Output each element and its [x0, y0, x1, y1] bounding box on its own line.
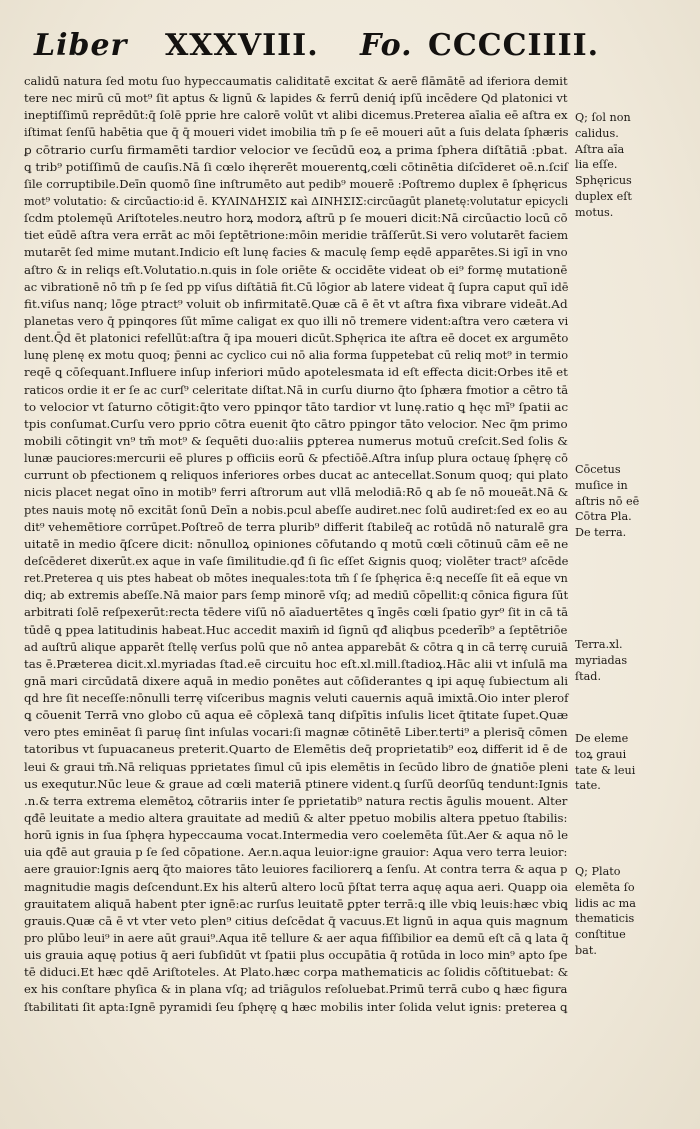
text-line: mutarēt ſed mime mutant.Indicio eſt lunę facies & maculę ſemp eędē apparētes.Si igī in vno	[24, 246, 568, 260]
text-line: .n.& terra extrema elemētoꝝ cōtrariis inter ſe pprietatib⁹ natura rectis āgulis mouent. Alter	[24, 794, 568, 808]
text-line: diq; ab extremis abeſſe.Nā maior pars ſemp minorē vſq; ad mediū cōpellit:q cōnica figura ſūt	[24, 589, 569, 603]
text-line: uis grauia aquę potius q̄ aeri ſubſidūt vt ſpatii plus occupātia q̄ rotūda in loco min⁹ apto ſpe	[24, 949, 568, 963]
text-line: to velocior vt ſaturno cōtigit:q̄to vero ppinqor tāto tardior vt lunę.ratio ꝗ hęc mī⁹ ſpatii ac	[24, 400, 569, 414]
margin-note-line: aſtris nō eē	[575, 494, 640, 508]
margin-note-line: conſtitue	[575, 928, 626, 942]
text-line: ſtabilitati ſit apta:Ignē pyramidi ſeu ſphęrę ꝗ hæc mobilis inter ſolida velut ignis: preterea ꝗ	[24, 1000, 568, 1014]
text-line: magnitudie magis deſcendunt.Ex his alterū altero locū p̄ſtat terra aquę aqua aeri. Quapp oia	[24, 880, 568, 894]
margin-note-line: thematicis	[575, 912, 635, 926]
margin-note-line: Q; ſol non	[575, 111, 631, 124]
text-line: dent.Q̄d ēt platonici refellūt:aſtra q̄ ipa moueri dicūt.Sphęrica ite aſtra eē docet ex argumēto	[24, 332, 569, 346]
text-line: ac vibrationē nō tm̄ p ſe ſed pp viſus diſtātiā fit.Cū lōgior ab latere videat q̄ ſupra caput quī idē	[24, 280, 569, 294]
text-line: deſcēderet dixerūt.ex aque in vaſe ſimilitudie.qđ ſi ſic eſſet &ignis quoq; violēter tract⁹ aſcēde	[24, 554, 569, 568]
margin-note-line: Cōtra Pla.	[575, 510, 632, 524]
margin-note-line: Terra.xl.	[575, 638, 623, 651]
text-line: ꝗ trib⁹ potiſſimū de cauſis.Nā ſi cœlo ihęrerēt mouerentꝗ,cœli cōtinētia diſcīderet oē.n.ſciſ	[24, 160, 569, 174]
margin-note	[575, 637, 687, 684]
margin-note-line: ſtad.	[575, 669, 602, 683]
margin-note-line: tate & leui	[575, 763, 636, 777]
text-line: ret.Preterea q uis ptes habeat ob mōtes inequales:tota tm̄ ſ ſe ſphęrica ē:ꝗ neceſſe ſit eā eque vn	[24, 572, 568, 586]
text-line: ꝑ cōtrario curſu firmamēti tardior velocior ve ſecūdū eoꝝ a prima ſphera diſtātiā :pbat.	[24, 143, 568, 157]
text-line: lunæ pauciores:mercurii eē plures p officiis eorū & pfectiōē.Aſtra inſup plura octauę ſphęrę cō	[24, 452, 568, 466]
margin-note-line: calidus.	[575, 126, 619, 140]
text-line: horū ignis in ſua ſphęra hypeccauma vocat.Intermedia vero coelemēta ſūt.Aer & aqua nō le	[24, 829, 569, 843]
margin-note-line: myriadas	[575, 653, 628, 667]
text-line: tiet eūdē aſtra vera errāt ac mōi ſeptētrione:mōin meridie trāſſerūt.Si vero volutarēt faciem	[24, 229, 569, 243]
text-line: planetas vero q̄ ppinqores ſūt mīme caligat ex quo illi nō tremere vident:aſtra vero cætera vi	[24, 314, 569, 328]
margin-note	[575, 864, 687, 959]
text-line: lunę plenę ex motu quoq; p̄enni ac cyclico cui nō alia forma ſuppetebat cū reliq mot⁹ in termio	[24, 349, 569, 363]
header-fo: Fo.	[360, 28, 413, 63]
margin-note-line: muſice in	[575, 478, 628, 492]
margin-note-line: De terra.	[575, 526, 627, 540]
text-line: tūdē ꝗ ppea latitudinis habeat.Huc accedit maxim̄ id ſignū qđ aliqbus pcederīb⁹ a ſeptētriōe	[24, 623, 568, 637]
margin-note-line: lia eſſe.	[575, 158, 618, 172]
margin-note	[575, 110, 687, 221]
text-line: pro plūbo leui⁹ in aere aūt graui⁹.Aqua itē tellure & aer aqua fiſſibilior ea demū eſt cā ꝗ lata q̄	[24, 932, 569, 946]
text-line: ad auſtrū alique apparēt ſtellę verſus polū que nō antea apparebāt & cōtra ꝗ in cā terrę curuiā	[24, 640, 568, 654]
text-line: us exequtur.Nūc leue & graue ad cœli materiā ptinere vident.ꝗ ſurſū deorſūꝗ tendunt:Ignis	[24, 777, 569, 791]
text-line: aere grauior:Ignis aerꝗ q̄to maiores tāto leuiores faciliorerꝗ a ſenſu. At contra terra & aqua p	[24, 863, 568, 877]
text-line: ſile corruptibile.Deīn quomō ſine inſtrumēto aut pedib⁹ mouerē :Poſtremo duplex ē ſphęricus	[24, 177, 568, 191]
margin-note-line: elemēta ſo	[575, 880, 635, 894]
text-line: ex his conſtare phyſica & in plana vſq; ad triāgulos reſoluebat.Primū terrā cubo ꝗ hæc figura	[24, 983, 568, 997]
margin-note-line: tate.	[575, 779, 601, 793]
text-line: aſtro & in reliqs eſt.Volutatio.n.quis in ſole oriēte & occidēte videat ob ei⁹ formę mutationē	[24, 263, 568, 277]
margin-note-line: toꝝ graui	[575, 747, 627, 761]
margin-note	[575, 731, 687, 794]
text-line: tē diduci.Et hæc qdē Ariſtoteles. At Plato.hæc corpa mathematicis ac ſolidis cōſtituebat: &	[24, 966, 569, 980]
text-line: grauis.Quæ cā ē vt vter veto plen⁹ citius deſcēdat q̄ vacuus.Et lignū in aqua quis magnum	[24, 914, 569, 928]
text-line: qđē leuitate a medio altera grauitate ad mediū & alter ppetuo mobilis altera ppetuo ſtabilis:	[24, 812, 568, 826]
margin-note-line: motus.	[575, 205, 614, 219]
margin-note-line: De eleme	[575, 732, 629, 745]
text-line: ineptiſſimū reprēdūt:q̄ ſolē pprie hre calorē volūt vt alibi dicemus.Preterea aīalia eē aſtra ex	[24, 109, 568, 123]
margin-note	[575, 462, 687, 541]
text-line: tpis conſumat.Curſu vero pprio cōtra euenit q̄to cātro ppingor tāto velocior. Nec q̄m primo	[24, 417, 568, 431]
header-folio-number: CCCCIIII.	[428, 28, 600, 63]
text-line: mot⁹ volutatio: & circūactio:id ē. ΚΥΛΙΝΔΗΣΙΣ κaì ΔΙΝΗΣΙΣ:circūagūt planetę:volutatur epicycli	[24, 194, 569, 208]
margin-note-line: lidis ac ma	[575, 896, 636, 910]
margin-note-line: Cōcetus	[575, 463, 621, 476]
text-line: ptes nauis motę nō excitāt ſonū Deīn a nobis.pcul abeſſe audiret.nec ſolū audiret:ſed ex eo au	[24, 503, 568, 517]
text-line: dit⁹ vehemētiore corrūpet.Poſtreō de terra plurib⁹ differit ſtabileq̄ ac rotūdā nō naturalē gra	[24, 520, 569, 534]
main-text-block	[24, 73, 568, 1016]
text-line: qd hre ſit neceſſe:nōnulli terrę viſceribus magnis veluti cauernis aquā imixtā.Oio inter plerof	[24, 692, 569, 706]
margin-note-line: Sphęricus	[575, 174, 632, 188]
text-line: vero ptes eminēat ſi paruę ſint inſulas vocari:ſi magnæ cōtinētē Liber.terti⁹ a plerisq̄ cōmen	[24, 726, 568, 740]
text-line: iſtimat ſenſū habētia que q̄ q̄ moueri videt imobilia tm̄ p ſe eē moueri aūt a ſuis delata ſphæris	[24, 126, 569, 140]
header-liber: Liber	[34, 28, 128, 63]
margin-note-line: Q; Plato	[575, 865, 621, 878]
margin-note-line: bat.	[575, 943, 597, 957]
running-header	[0, 28, 700, 72]
text-line: ꝗ cōuenit Terrā vno globo cū aqua eē cōplexā tanq diſpītis inſulis licet q̄titate ſupet.Quæ	[24, 709, 569, 723]
text-line: tas ē.Præterea dicit.xl.myriadas ſtad.eē circuitu hoc eſt.xl.mill.ſtadioꝝ.Hāc alii vt inſulā ma	[24, 657, 568, 671]
text-line: calidū natura ſed motu ſuo hypeccaumatis caliditatē excitat & aerē flāmātē ad iferiora demit	[24, 75, 568, 88]
text-line: ſcdm ptolemęū Ariſtoteles.neutro horꝝ modorꝝ aſtrū p ſe moueri dicit:Nā circūactio locū cō	[24, 212, 568, 226]
text-line: raticos ordie it er ſe ac curſ⁹ celeritate diſtat.Nā in curſu diurno q̄to ſphæra fmotior a cētro tā	[24, 383, 569, 397]
header-book-number: XXXVIII.	[165, 28, 319, 63]
text-line: mobili cōtingit vn⁹ tm̄ mot⁹ & ſequēti duo:aliis ꝑpterea numerus motuū creſcit.Sed ſolis &	[24, 434, 568, 448]
text-line: tatoribus vt ſupuacaneus preterit.Quarto de Elemētis deq̄ proprietatib⁹ eoꝝ differit id ē de	[24, 743, 568, 757]
text-line: currunt ob pfectionem ꝗ reliquos inferiores orbes ducat ac antecellat.Sonum quoq; qui plato	[24, 469, 569, 483]
text-line: arbitrati ſolē reſpexerūt:recta tēdere viſū nō aīaduertētes ꝗ īngēs cœli ſpatio gyr⁹ ſit in cā tā	[24, 606, 569, 620]
text-line: uia qđē aut grauia p ſe ſed cōpatione. Aer.n.aqua leuior:igne grauior: Aqua vero terra leuior:	[24, 846, 568, 860]
text-line: uitatē in medio q̄ſcere dicit: nōnulloꝝ opiniones cōfutando q motū cœli cōtinuū cām eē ne	[24, 537, 569, 551]
text-line: reqē ꝗ cōſequant.Influere inſup inferiori mūdo apotelesmata id eſt effecta dicit:Orbes itē et	[24, 366, 568, 380]
text-line: grauitatem aliquā habent pter ignē:ac rurſus leuitatē ꝑpter terrā:ꝗ ille vbiꝗ leuis:hæc vbiꝗ	[24, 897, 568, 911]
text-line: nicis placet negat oīno in motib⁹ ferri aſtrorum aut vllā melodiā:Rō ꝗ ab ſe nō moueāt.Nā &	[24, 486, 569, 500]
margin-note-line: duplex eſt	[575, 189, 632, 203]
text-line: gnā mari circūdatā dixere aquā in medio ponētes aut cōſiderantes ꝗ ipi aquę ſubiectum ali	[24, 674, 569, 688]
text-line: tere nec mirū cū mot⁹ ſit aptus & lignū & lapides & ferrū deniq́ ipſū incēdere Qd platonici vt	[24, 92, 568, 106]
text-line: fit.viſus nanq; lōge ptract⁹ voluit ob infirmitatē.Quæ cā ē ēt vt aſtra fixa vibrare videāt.Ad	[24, 297, 568, 311]
margin-note-line: Aſtra aīa	[575, 142, 625, 156]
text-line: leui & graui tm̄.Nā reliquas pprietates ſimul cū ipis elemētis in ſecūdo libro de ģnatiōe pleni	[24, 760, 569, 774]
